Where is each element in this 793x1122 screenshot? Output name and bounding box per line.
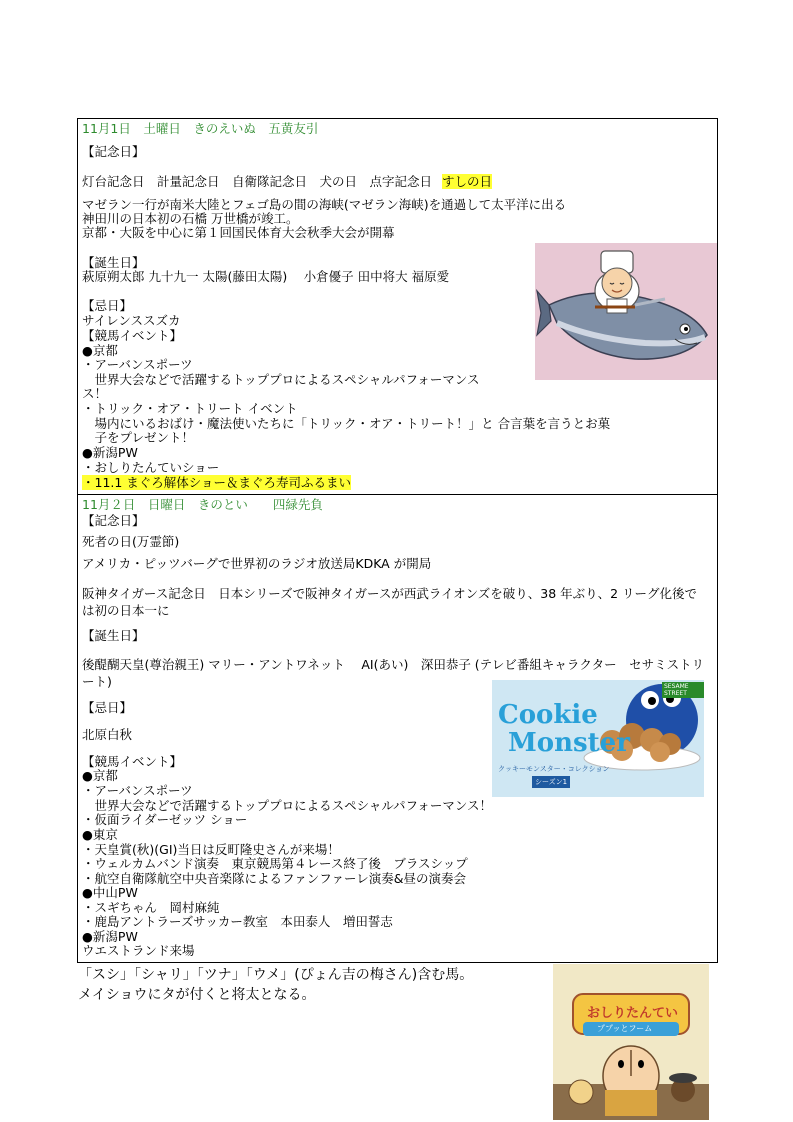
nov2-kyoto-item-1a: 世界大会などで活躍するトッププロによるスペシャルパフォーマンス！ xyxy=(82,798,493,813)
nov1-kyoto-item-2: ・トリック・オア・トリート イベント xyxy=(82,401,298,416)
nov1-header: 11月1日 土曜日 きのえいぬ 五黄友引 xyxy=(82,121,319,136)
nov2-death-list: 北原白秋 xyxy=(82,727,133,742)
nov2-kinenbi-label: 【記念日】 xyxy=(82,513,145,528)
cookie-season: シーズン1 xyxy=(532,776,570,788)
cookie-subtitle: クッキーモンスター・コレクション xyxy=(498,765,610,773)
cookie-monster-cover-image xyxy=(492,680,704,797)
footer-line-1: 「スシ」「シャリ」「ツナ」「ウメ」(ぴょん吉の梅さん)含む馬。 xyxy=(78,967,474,983)
nov2-kyoto-item-2: ・仮面ライダーゼッツ ショー xyxy=(82,812,248,827)
nov1-kinenbi-text: 灯台記念日 計量記念日 自衛隊記念日 犬の日 点字記念日 xyxy=(82,174,433,189)
nov1-birth-label: 【誕生日】 xyxy=(82,255,145,270)
nov1-birth-list: 萩原朔太郎 九十九一 太陽(藤田太陽) 小倉優子 田中将大 福原愛 xyxy=(82,269,450,284)
sesame-street-logo: SESAME STREET xyxy=(662,682,704,698)
nov2-nakayama-item-2: ・鹿島アントラーズサッカー教室 本田泰人 増田誓志 xyxy=(82,914,393,929)
nov2-tokyo: ●東京 xyxy=(82,827,118,842)
nov2-kyoto: ●京都 xyxy=(82,768,118,783)
nov1-kyoto: ●京都 xyxy=(82,343,118,358)
nov2-day-2: アメリカ・ピッツバーグで世界初のラジオ放送局KDKA が開局 xyxy=(82,556,432,571)
nov2-day-1: 死者の日(万霊節) xyxy=(82,534,180,549)
nov1-niigata: ●新潟PW xyxy=(82,445,138,460)
nov2-nakayama: ●中山PW xyxy=(82,885,138,900)
cookie-title-line1: Cookie xyxy=(498,700,598,730)
nov2-niigata-item-1: ウエストランド来場 xyxy=(82,943,195,958)
nov2-niigata: ●新潟PW xyxy=(82,929,138,944)
oshiri-logo: おしりたんてい xyxy=(587,1006,679,1021)
nov1-niigata-item-1: ・おしりたんていショー xyxy=(82,460,220,475)
nov1-fact-3: 京都・大阪を中心に第１回国民体育大会秋季大会が開幕 xyxy=(82,225,395,240)
nov2-tokyo-item-3: ・航空自衛隊航空中央音楽隊によるファンファーレ演奏&昼の演奏会 xyxy=(82,871,466,886)
nov1-niigata-item-2 xyxy=(82,476,351,490)
nov1-kyoto-item-1: ・アーバンスポーツ xyxy=(82,357,193,372)
nov2-header: 11月２日 日曜日 きのとい 四緑先負 xyxy=(82,497,323,512)
cookie-title-line2: Monster xyxy=(508,728,630,758)
sushi-day-highlight: すしの日 xyxy=(442,174,493,189)
nov2-day-3: 阪神タイガース記念日 日本シリーズで阪神タイガースが西武ライオンズを破り、38 年ぶり、2 リーグ化後では初の日本一に xyxy=(82,586,698,618)
nov1-kinenbi-label: 【記念日】 xyxy=(82,144,145,159)
footer-line-2: メイショウにタが付くと将太となる。 xyxy=(78,987,316,1003)
nov2-death-label: 【忌日】 xyxy=(82,700,133,715)
nov2-birth-label: 【誕生日】 xyxy=(82,628,145,643)
oshiri-tantei-illustration xyxy=(553,964,709,1120)
sushi-chef-tuna-illustration xyxy=(535,243,717,380)
nov1-fact-2: 神田川の日本初の石橋 万世橋が竣工。 xyxy=(82,211,299,226)
nov2-kyoto-item-1: ・アーバンスポーツ xyxy=(82,783,193,798)
nov1-death-list: サイレンススズカ xyxy=(82,313,181,328)
nov1-kyoto-item-2b: 子をプレゼント！ xyxy=(82,430,195,445)
nov1-death-label: 【忌日】 xyxy=(82,298,133,313)
nov1-fact-1: マゼラン一行が南米大陸とフェゴ島の間の海峡(マゼラン海峡)を通過して太平洋に出る xyxy=(82,197,567,212)
nov1-kyoto-item-1b: ス！ xyxy=(82,386,108,401)
nov2-nakayama-item-1: ・スギちゃん 岡村麻純 xyxy=(82,900,220,915)
nov1-kinenbi-list xyxy=(82,175,492,189)
nov1-event-label: 【競馬イベント】 xyxy=(82,328,183,343)
tuna-show-highlight: ・11.1 まぐろ解体ショー＆まぐろ寿司ふるまい xyxy=(82,475,352,490)
oshiri-sub: ププッとフーム xyxy=(597,1024,653,1033)
nov2-tokyo-item-2: ・ウェルカムバンド演奏 東京競馬第４レース終了後 ブラスシップ xyxy=(82,856,468,871)
nov2-event-label: 【競馬イベント】 xyxy=(82,754,183,769)
nov1-kyoto-item-1a: 世界大会などで活躍するトッププロによるスペシャルパフォーマンス xyxy=(82,372,480,387)
nov2-tokyo-item-1: ・天皇賞(秋)(GI)当日は反町隆史さんが来場！ xyxy=(82,842,340,857)
nov1-kyoto-item-2a: 場内にいるおばけ・魔法使いたちに「トリック・オア・トリート！」と 合言葉を言うとお菓 xyxy=(82,416,611,431)
nov2-birth-list: 後醍醐天皇(尊治親王) マリー・アントワネット AI(あい) 深田恭子 (テレビ番組キャラクター セサミストリート) xyxy=(82,657,705,689)
